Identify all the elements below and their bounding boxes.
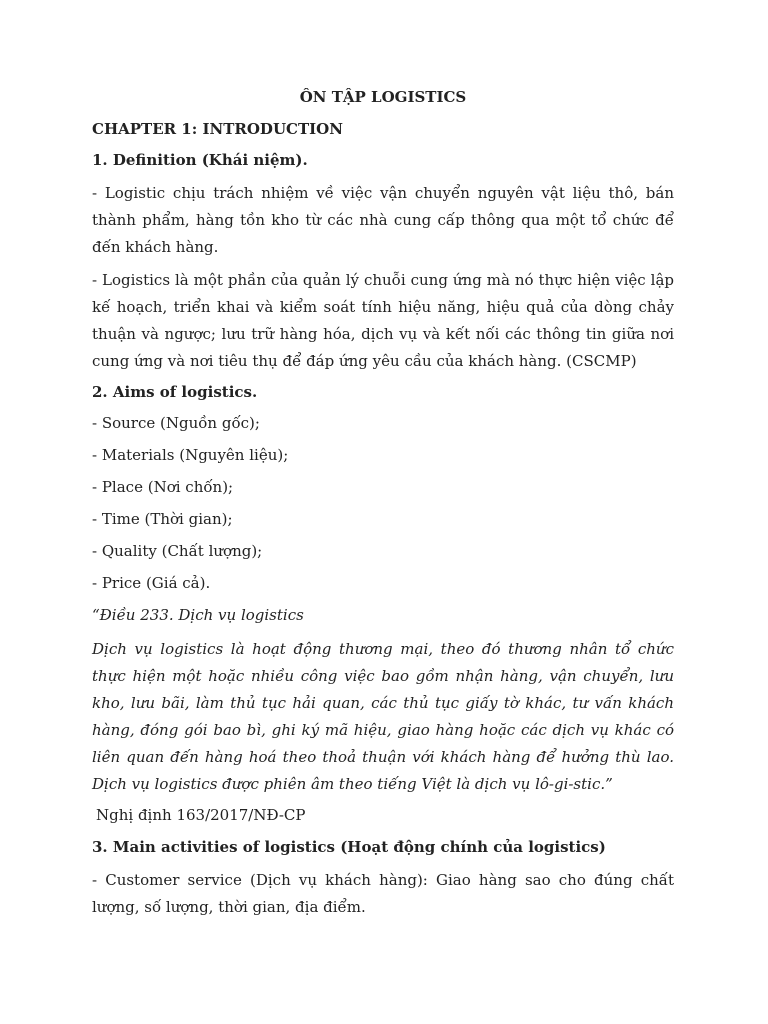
section-2-heading: 2. Aims of logistics.: [92, 383, 258, 401]
aims-list-item-quality: - Quality (Chất lượng);: [92, 542, 263, 560]
aims-list-item-source: - Source (Nguồn gốc);: [92, 414, 260, 432]
aims-list-item-price: - Price (Giá cả).: [92, 574, 211, 592]
chapter-heading: CHAPTER 1: INTRODUCTION: [92, 120, 343, 138]
section-1-paragraph-1: - Logistic chịu trách nhiệm về việc vận chuyển nguyên vật liệu thô, bán thành phẩm, hàng tồn kho từ các nhà cung cấp thông qua một tổ chức để đến khách hàng.: [92, 184, 674, 256]
section-1-paragraph-2: - Logistics là một phần của quản lý chuỗi cung ứng mà nó thực hiện việc lập kế hoạch, triển khai và kiểm soát tính hiệu năng, hiệu quả của dòng chảy thuận và ngược; lưu trữ hàng hóa, dịch vụ và kết nối các thông tin giữa nơi cung ứng và nơi tiêu thụ để đáp ứng yêu cầu của khách hàng. (CSCMP): [92, 271, 674, 370]
section-3-heading: 3. Main activities of logistics (Hoạt động chính của logistics): [92, 838, 606, 856]
document-page: [92, 86, 674, 927]
section-1-heading: 1. Definition (Khái niệm).: [92, 151, 308, 169]
quote-heading: “Điều 233. Dịch vụ logistics: [92, 606, 304, 624]
document-title: ÔN TẬP LOGISTICS: [299, 88, 467, 106]
aims-list-item-materials: - Materials (Nguyên liệu);: [92, 446, 289, 464]
section-3-paragraph-1: - Customer service (Dịch vụ khách hàng): Giao hàng sao cho đúng chất lượng, số lượng, thời gian, địa điểm.: [92, 871, 674, 916]
aims-list-item-time: - Time (Thời gian);: [92, 510, 233, 528]
aims-list-item-place: - Place (Nơi chốn);: [92, 478, 234, 496]
quote-body: Dịch vụ logistics là hoạt động thương mại, theo đó thương nhân tổ chức thực hiện một hoặc nhiều công việc bao gồm nhận hàng, vận chuyển, lưu kho, lưu bãi, làm thủ tục hải quan, các thủ tục giấy tờ khác, tư vấn khách hàng, đóng gói bao bì, ghi ký mã hiệu, giao hàng hoặc các dịch vụ khác có liên quan đến hàng hoá theo thoả thuận với khách hàng để hưởng thù lao. Dịch vụ logistics được phiên âm theo tiếng Việt là dịch vụ lô-gi-stic.”: [92, 640, 674, 793]
decree-reference: Nghị định 163/2017/NĐ-CP: [96, 806, 306, 824]
